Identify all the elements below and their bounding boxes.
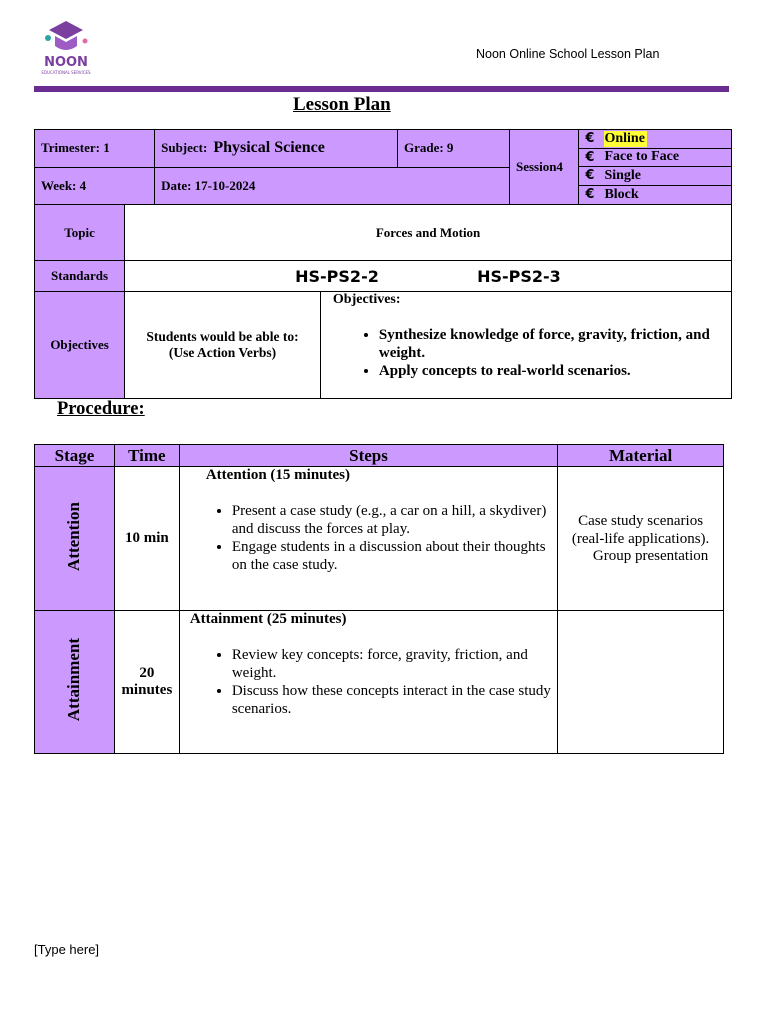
session-cell: Session4 — [509, 130, 578, 205]
checkbox-icon: € — [585, 168, 595, 184]
list-item: • Apply concepts to real-world scenarios. — [379, 362, 725, 380]
steps-heading: Attainment (25 minutes) — [189, 611, 347, 627]
list-item: • Discuss how these concepts interact in the case study scenarios. — [232, 682, 557, 718]
trimester-cell: Trimester: 1 — [35, 130, 155, 168]
grade-cell: Grade: 9 — [397, 130, 509, 168]
date-cell: Date: 17-10-2024 — [155, 167, 510, 205]
list-item: • Review key concepts: force, gravity, friction, and weight. — [232, 646, 557, 682]
mode-online[interactable]: € Online — [579, 130, 731, 149]
objectives-list — [379, 326, 725, 380]
mode-face-to-face[interactable]: € Face to Face — [579, 149, 731, 168]
steps-cell — [179, 467, 557, 611]
standard-code: HS-PS2-2 — [295, 266, 379, 286]
column-header: Stage — [35, 445, 115, 467]
steps-list — [232, 646, 557, 718]
time-cell: 10 min — [114, 467, 179, 611]
mode-single[interactable]: € Single — [579, 167, 731, 186]
column-header: Material — [558, 445, 724, 467]
lesson-info-table — [34, 129, 732, 399]
document-title: Lesson Plan — [293, 94, 391, 115]
header-title: Noon Online School Lesson Plan — [476, 47, 660, 61]
list-item: • Present a case study (e.g., a car on a hill, a skydiver) and discuss the forces at play. — [232, 502, 557, 538]
topic-value: Forces and Motion — [125, 205, 732, 261]
standard-code: HS-PS2-3 — [477, 266, 561, 286]
steps-list — [232, 502, 557, 574]
delivery-mode-cell — [579, 130, 732, 205]
objectives-label: Objectives — [35, 292, 125, 399]
svg-text:NOON: NOON — [44, 55, 88, 70]
table-row — [35, 611, 724, 754]
checkbox-icon: € — [585, 187, 595, 203]
standards-values — [125, 261, 732, 292]
steps-heading: Attention (15 minutes) — [205, 467, 350, 483]
objectives-heading: Objectives: — [332, 292, 401, 307]
checkbox-icon: € — [585, 149, 595, 165]
standards-label: Standards — [35, 261, 125, 292]
svg-text:EDUCATIONAL SERVICES: EDUCATIONAL SERVICES — [41, 70, 91, 75]
list-item: • Engage students in a discussion about their thoughts on the case study. — [232, 538, 557, 574]
objectives-content — [320, 292, 731, 399]
checkbox-icon: € — [585, 131, 595, 147]
material-cell: Case study scenarios (real-life applications). Group presentation — [558, 467, 724, 611]
topic-label: Topic — [35, 205, 125, 261]
week-cell: Week: 4 — [35, 167, 155, 205]
noon-logo — [35, 16, 97, 78]
steps-cell — [179, 611, 557, 754]
column-header: Time — [114, 445, 179, 467]
procedure-table — [34, 444, 724, 754]
subject-cell — [155, 130, 398, 168]
table-row — [35, 467, 724, 611]
subject-label: Subject: — [161, 140, 208, 156]
header-divider — [34, 86, 729, 92]
subject-value: Physical Science — [213, 139, 325, 157]
stage-cell: Attainment — [35, 611, 115, 754]
material-cell — [558, 611, 724, 754]
footer-placeholder[interactable]: [Type here] — [34, 942, 100, 957]
students-able-cell: Students would be able to: (Use Action Verbs) — [125, 292, 321, 399]
stage-cell: Attention — [35, 467, 115, 611]
column-header: Steps — [179, 445, 557, 467]
mode-block[interactable]: € Block — [585, 186, 639, 203]
procedure-heading: Procedure: — [57, 399, 145, 419]
time-cell: 20 minutes — [114, 611, 179, 754]
list-item: • Synthesize knowledge of force, gravity, friction, and weight. — [379, 326, 725, 362]
